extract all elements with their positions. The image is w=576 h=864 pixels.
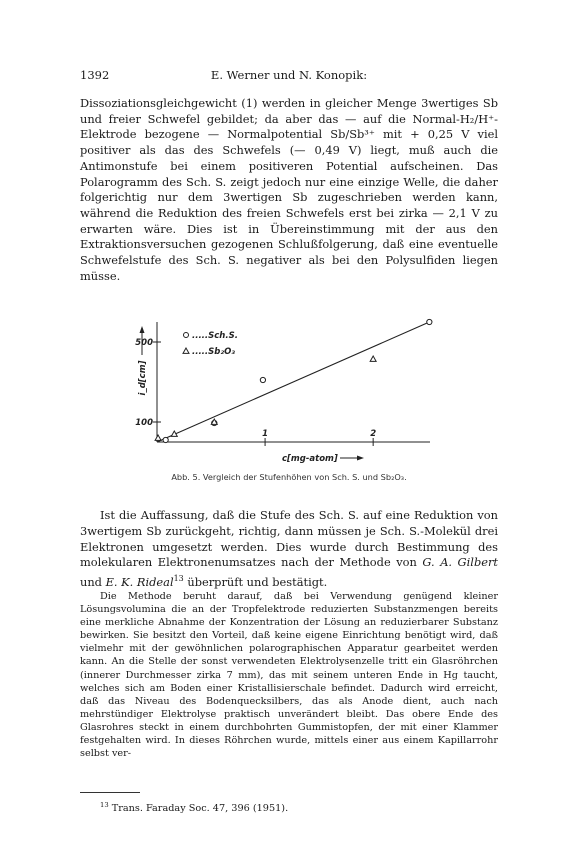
legend-label-sb2o3: .....Sb₂O₃ bbox=[192, 347, 236, 357]
x-tick-label: 2 bbox=[370, 429, 377, 439]
y-axis-label: i_d[cm] bbox=[138, 360, 148, 396]
page-number: 1392 bbox=[80, 68, 110, 82]
data-point-circle bbox=[427, 319, 432, 324]
paragraph-3: Die Methode beruht darauf, daß bei Verwendung genügend kleiner Lösungsvolumina die an der Tropfelektrode reduzierten Substanzmengen bereits eine merkliche Abnahme der Konzentration der Lösung an reduzierbarer Substanz bewirken. Sie besitzt den Vorteil, daß keine eigene Einrichtung benötigt wird, daß vielmehr mit der gewöhnlichen polarographischen Apparatur gearbeitet werden kann. An die Stelle der sonst verwendeten Elektrolysenzelle tritt ein Glasröhrchen (innerer Durchmesser zirka 7 mm), das mit seinem unteren Ende in Hg taucht, welches sich am Boden einer Kristallisierschale befindet. Dadurch wird erreicht, daß das Niveau des Bodenquecksilbers, das als Anode dient, auch nach mehrstündiger Elektrolyse praktisch unverändert bleibt. Das obere Ende des Glasrohres steckt in einem durchbohrten Gummistopfen, der mit einer Klammer festgehalten wird. In dieses Röhrchen wurde, mittels einer aus einem Kapillarrohr selbst ver- bbox=[80, 591, 498, 760]
legend-label-schs: .....Sch.S. bbox=[192, 331, 238, 341]
author-rideal: E. K. Rideal bbox=[105, 574, 174, 589]
footnote bbox=[100, 801, 288, 814]
data-point-circle bbox=[163, 437, 168, 442]
y-tick-label: 500 bbox=[135, 338, 153, 348]
y-axis-arrowhead bbox=[140, 326, 145, 333]
data-point-triangle bbox=[155, 435, 161, 440]
legend-marker-circle bbox=[184, 333, 189, 338]
data-point-circle bbox=[260, 377, 265, 382]
paragraph-2 bbox=[80, 508, 498, 591]
x-tick-label: 1 bbox=[262, 429, 269, 439]
footnote-ref: 13 bbox=[173, 574, 184, 584]
paragraph-2-text-b: und bbox=[80, 574, 106, 589]
footnote-number: 13 bbox=[100, 801, 109, 809]
x-axis-arrowhead bbox=[357, 456, 364, 461]
figure-caption: Abb. 5. Vergleich der Stufenhöhen von Sch. S. und Sb₂O₃. bbox=[171, 472, 407, 482]
data-point-triangle bbox=[370, 356, 376, 361]
paragraph-1: Dissoziationsgleichgewicht (1) werden in gleicher Menge 3wertiges Sb und freier Schwefel gebildet; da aber das — auf die Normal-H₂/H⁺-Elektrode bezogene — Normalpotential Sb/Sb³⁺ mit + 0,25 V viel positiver als das des Schwefels (— 0,49 V) liegt, muß auch die Antimonstufe bei einem positiveren Potential aufscheinen. Das Polarogramm des Sch. S. zeigt jedoch nur eine einzige Welle, die daher folgerichtig nur dem 3wertigen Sb zugeschrieben werden kann, während die Reduktion des freien Schwefels erst bei zirka — 2,1 V zu erwarten wäre. Dies ist in Übereinstimmung mit der aus den Extraktionsversuchen gezogenen Schlußfolgerung, daß eine eventuelle Schwefelstufe des Sch. S. negativer als bei den Polysulfiden liegen müsse. bbox=[80, 96, 498, 283]
footnote-text: Trans. Faraday Soc. 47, 396 (1951). bbox=[111, 803, 289, 815]
x-axis-label: c[mg-atom] bbox=[282, 454, 338, 464]
header-title: E. Werner und N. Konopik: bbox=[210, 68, 368, 82]
y-tick-label: 100 bbox=[135, 418, 153, 428]
paragraph-2-text-c: überprüft und bestätigt. bbox=[183, 574, 328, 589]
author-gilbert: G. A. Gilbert bbox=[422, 555, 499, 570]
legend-marker-triangle bbox=[183, 348, 189, 353]
footnote-rule bbox=[80, 792, 140, 793]
paragraph-2-text-a: Ist die Auffassung, daß die Stufe des Sch. S. auf eine Reduktion von 3wertigem Sb zurückgeht, richtig, dann müssen je Sch. S.-Molekül drei Elektronen umgesetzt werden. Dies wurde durch Bestimmung des molekularen Elektronenumsatzes nach der Methode von bbox=[80, 508, 498, 570]
